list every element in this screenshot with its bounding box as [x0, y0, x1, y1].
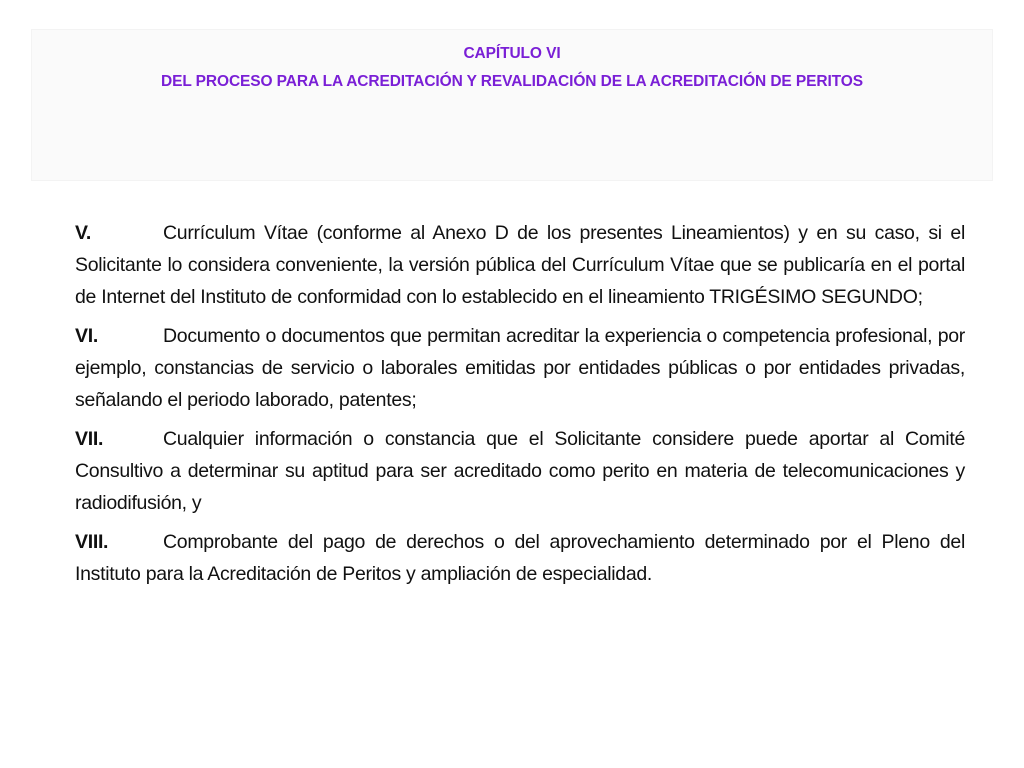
list-item-vi [75, 320, 965, 416]
item-number: V. [75, 222, 92, 244]
list-item-vii [75, 423, 965, 519]
chapter-subtitle: DEL PROCESO PARA LA ACREDITACIÓN Y REVALIDACIÓN DE LA ACREDITACIÓN DE PERITOS [161, 73, 863, 90]
item-number: VI. [75, 325, 98, 347]
item-text: Comprobante del pago de derechos o del aprovechamiento determinado por el Pleno del Instituto para la Acreditación de Peritos y ampliación de especialidad. [75, 531, 965, 585]
item-number: VIII. [75, 531, 109, 553]
item-text: Currículum Vítae (conforme al Anexo D de los presentes Lineamientos) y en su caso, si el Solicitante lo considera conveniente, la versión pública del Currículum Vítae que se publicaría en el portal de Internet del Instituto de conformidad con lo establecido en el lineamiento TRIGÉSIMO SEGUNDO; [75, 222, 965, 308]
item-number: VII. [75, 428, 104, 450]
chapter-title: CAPÍTULO VI [463, 45, 561, 62]
requirements-list [75, 217, 965, 597]
list-item-v [75, 217, 965, 313]
item-text: Documento o documentos que permitan acreditar la experiencia o competencia profesional, por ejemplo, constancias de servicio o laborales emitidas por entidades públicas o por entidades privadas, señalando el periodo laborado, patentes; [75, 325, 965, 411]
list-item-viii [75, 526, 965, 590]
item-text: Cualquier información o constancia que el Solicitante considere puede aportar al Comité Consultivo a determinar su aptitud para ser acreditado como perito en materia de telecomunicaciones y radiodifusión, y [75, 428, 965, 514]
